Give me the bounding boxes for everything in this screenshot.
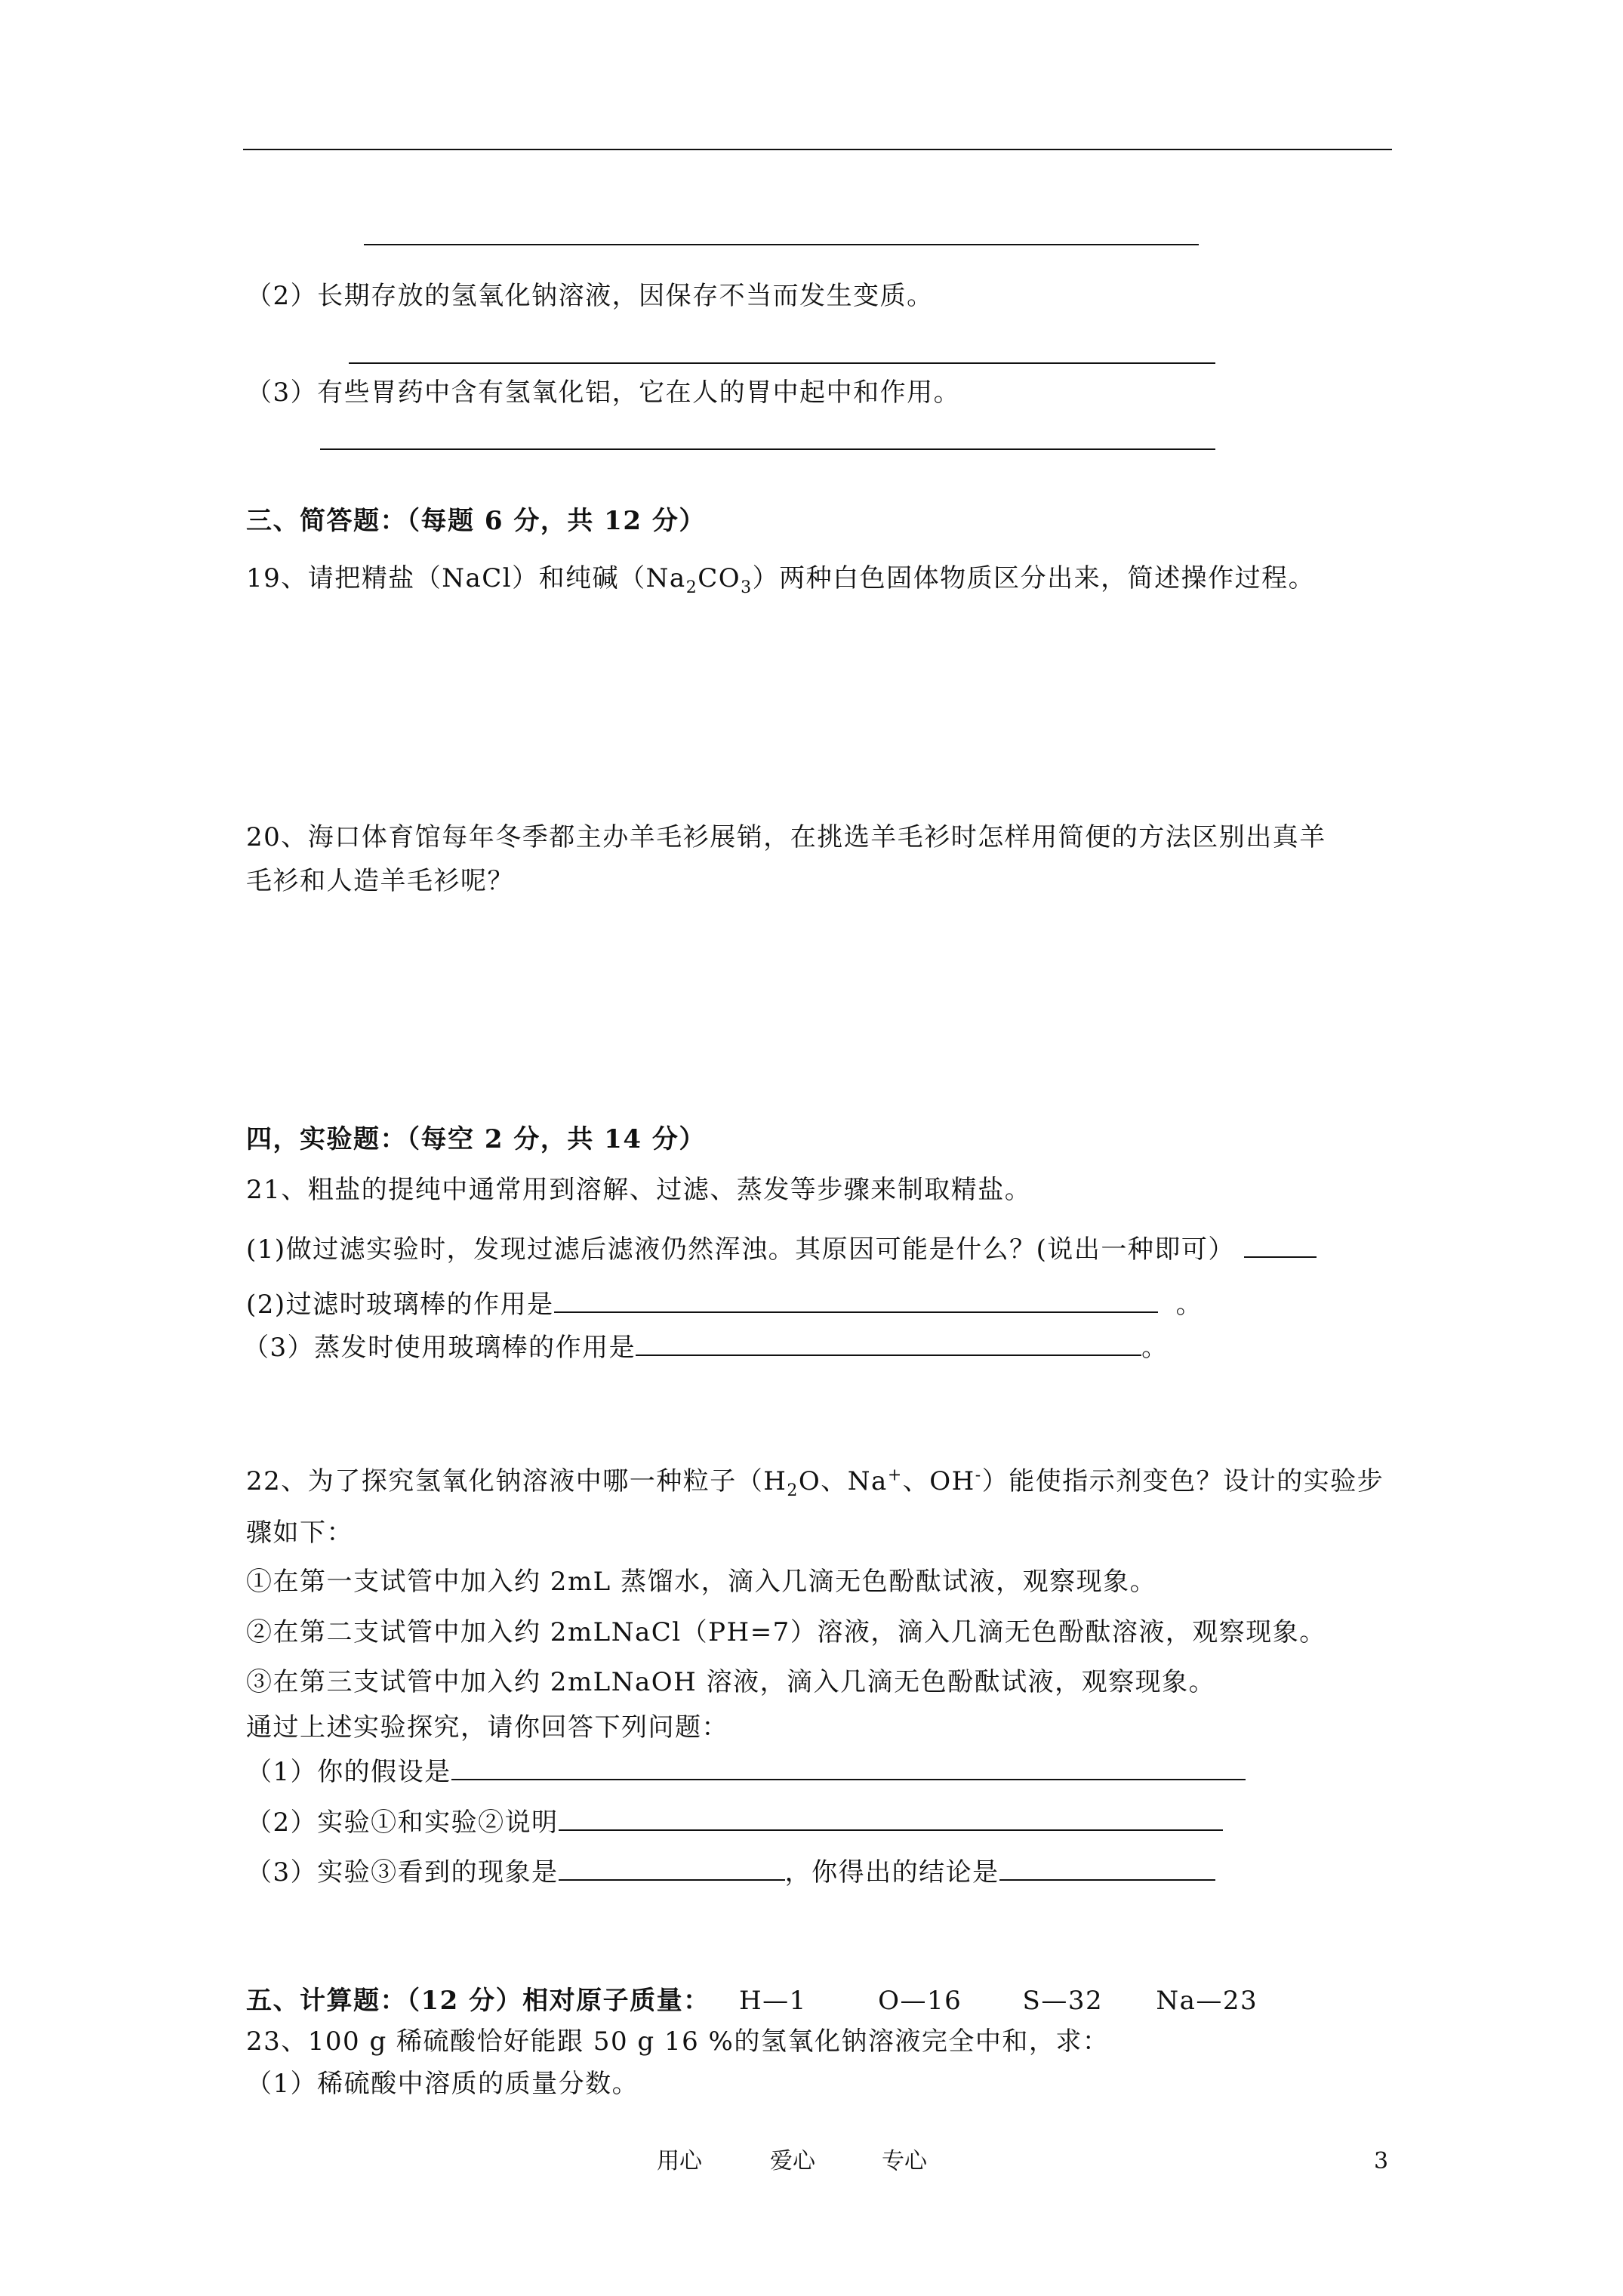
question-20-line-2: 毛衫和人造羊毛衫呢？ bbox=[246, 866, 514, 896]
question-19-prefix: 19、请把精盐（NaCl）和纯碱（Na bbox=[246, 563, 686, 593]
footer-motto-3: 专心 bbox=[882, 2148, 927, 2174]
question-21-part-3-text: （3）蒸发时使用玻璃棒的作用是 bbox=[243, 1333, 636, 1363]
q22-text: 、OH bbox=[902, 1466, 975, 1496]
question-22-line-2: 骤如下： bbox=[246, 1518, 353, 1548]
q22-text: O、Na bbox=[798, 1466, 888, 1496]
question-21-intro: 21、粗盐的提纯中通常用到溶解、过滤、蒸发等步骤来制取精盐。 bbox=[246, 1175, 1032, 1205]
question-22-answer-1 bbox=[246, 1753, 1246, 1787]
period: 。 bbox=[1175, 1290, 1203, 1320]
experiment-step-1: ①在第一支试管中加入约 2mL 蒸馏水，滴入几滴无色酚酞试液，观察现象。 bbox=[246, 1567, 1157, 1597]
question-21-part-2-text: (2)过滤时玻璃棒的作用是 bbox=[246, 1290, 554, 1320]
atomic-mass-na: Na—23 bbox=[1156, 1986, 1258, 2016]
section-4-heading: 四，实验题：（每空 2 分，共 14 分） bbox=[246, 1124, 706, 1154]
question-21-part-1 bbox=[246, 1231, 1317, 1265]
subscript: 2 bbox=[685, 578, 698, 597]
answer-line bbox=[320, 448, 1215, 450]
question-23-part-1: （1）稀硫酸中溶质的质量分数。 bbox=[246, 2069, 639, 2099]
answer-blank[interactable] bbox=[999, 1854, 1215, 1881]
question-19 bbox=[246, 563, 1316, 597]
period: 。 bbox=[1141, 1333, 1169, 1363]
atomic-mass-h: H—1 bbox=[738, 1986, 807, 2016]
superscript: + bbox=[887, 1465, 903, 1485]
q22-text: ）能使指示剂变色？设计的实验步 bbox=[981, 1466, 1384, 1496]
answer-line bbox=[349, 362, 1215, 364]
answer-blank[interactable] bbox=[559, 1854, 785, 1881]
answer-label: （2）实验①和实验②说明 bbox=[246, 1808, 559, 1838]
section-3-heading: 三、简答题：（每题 6 分，共 12 分） bbox=[246, 506, 706, 536]
question-22-answer-2 bbox=[246, 1804, 1223, 1838]
answer-label: ，你得出的结论是 bbox=[784, 1857, 999, 1888]
question-22-answer-3 bbox=[246, 1854, 1215, 1888]
question-18-3: （3）有些胃药中含有氢氧化铝，它在人的胃中起中和作用。 bbox=[246, 378, 961, 408]
header-rule bbox=[243, 149, 1392, 150]
atomic-mass-o: O—16 bbox=[878, 1986, 962, 2016]
answer-blank[interactable] bbox=[451, 1753, 1246, 1780]
question-21-part-1-text: (1)做过滤实验时，发现过滤后滤液仍然浑浊。其原因可能是什么？(说出一种即可） bbox=[246, 1234, 1235, 1265]
question-19-mid: CO bbox=[698, 563, 741, 593]
experiment-step-3: ③在第三支试管中加入约 2mLNaOH 溶液，滴入几滴无色酚酞试液，观察现象。 bbox=[246, 1667, 1216, 1697]
question-21-part-2 bbox=[246, 1286, 1203, 1320]
question-22-line-1 bbox=[246, 1465, 1384, 1500]
answer-blank[interactable] bbox=[559, 1804, 1223, 1831]
atomic-mass-s: S—32 bbox=[1022, 1986, 1104, 2016]
superscript: - bbox=[975, 1465, 982, 1485]
q22-text: 22、为了探究氢氧化钠溶液中哪一种粒子（H bbox=[246, 1466, 787, 1496]
question-22-prompt: 通过上述实验探究，请你回答下列问题： bbox=[246, 1712, 728, 1743]
question-21-part-3 bbox=[243, 1329, 1169, 1363]
answer-label: （3）实验③看到的现象是 bbox=[246, 1857, 559, 1888]
footer-motto-2: 爱心 bbox=[770, 2148, 815, 2174]
question-23: 23、100 g 稀硫酸恰好能跟 50 g 16 %的氢氧化钠溶液完全中和，求： bbox=[246, 2026, 1110, 2057]
page-number: 3 bbox=[1374, 2148, 1389, 2174]
subscript: 2 bbox=[787, 1481, 799, 1500]
section-5-line bbox=[246, 1986, 1258, 2016]
experiment-step-2: ②在第二支试管中加入约 2mLNaCl（PH=7）溶液，滴入几滴无色酚酞溶液，观察现象。 bbox=[246, 1617, 1326, 1647]
answer-blank[interactable] bbox=[636, 1329, 1141, 1356]
question-18-2: （2）长期存放的氢氧化钠溶液，因保存不当而发生变质。 bbox=[246, 281, 934, 311]
answer-blank[interactable] bbox=[1244, 1231, 1317, 1258]
answer-blank[interactable] bbox=[554, 1286, 1158, 1313]
answer-label: （1）你的假设是 bbox=[246, 1757, 451, 1787]
section-5-heading: 五、计算题：（12 分）相对原子质量： bbox=[246, 1986, 710, 2016]
question-20-line-1: 20、海口体育馆每年冬季都主办羊毛衫展销，在挑选羊毛衫时怎样用简便的方法区别出真羊 bbox=[246, 822, 1326, 852]
answer-line bbox=[364, 244, 1199, 245]
footer-motto-1: 用心 bbox=[657, 2148, 702, 2174]
subscript: 3 bbox=[741, 578, 753, 597]
question-19-suffix: ）两种白色固体物质区分出来，简述操作过程。 bbox=[752, 563, 1316, 593]
